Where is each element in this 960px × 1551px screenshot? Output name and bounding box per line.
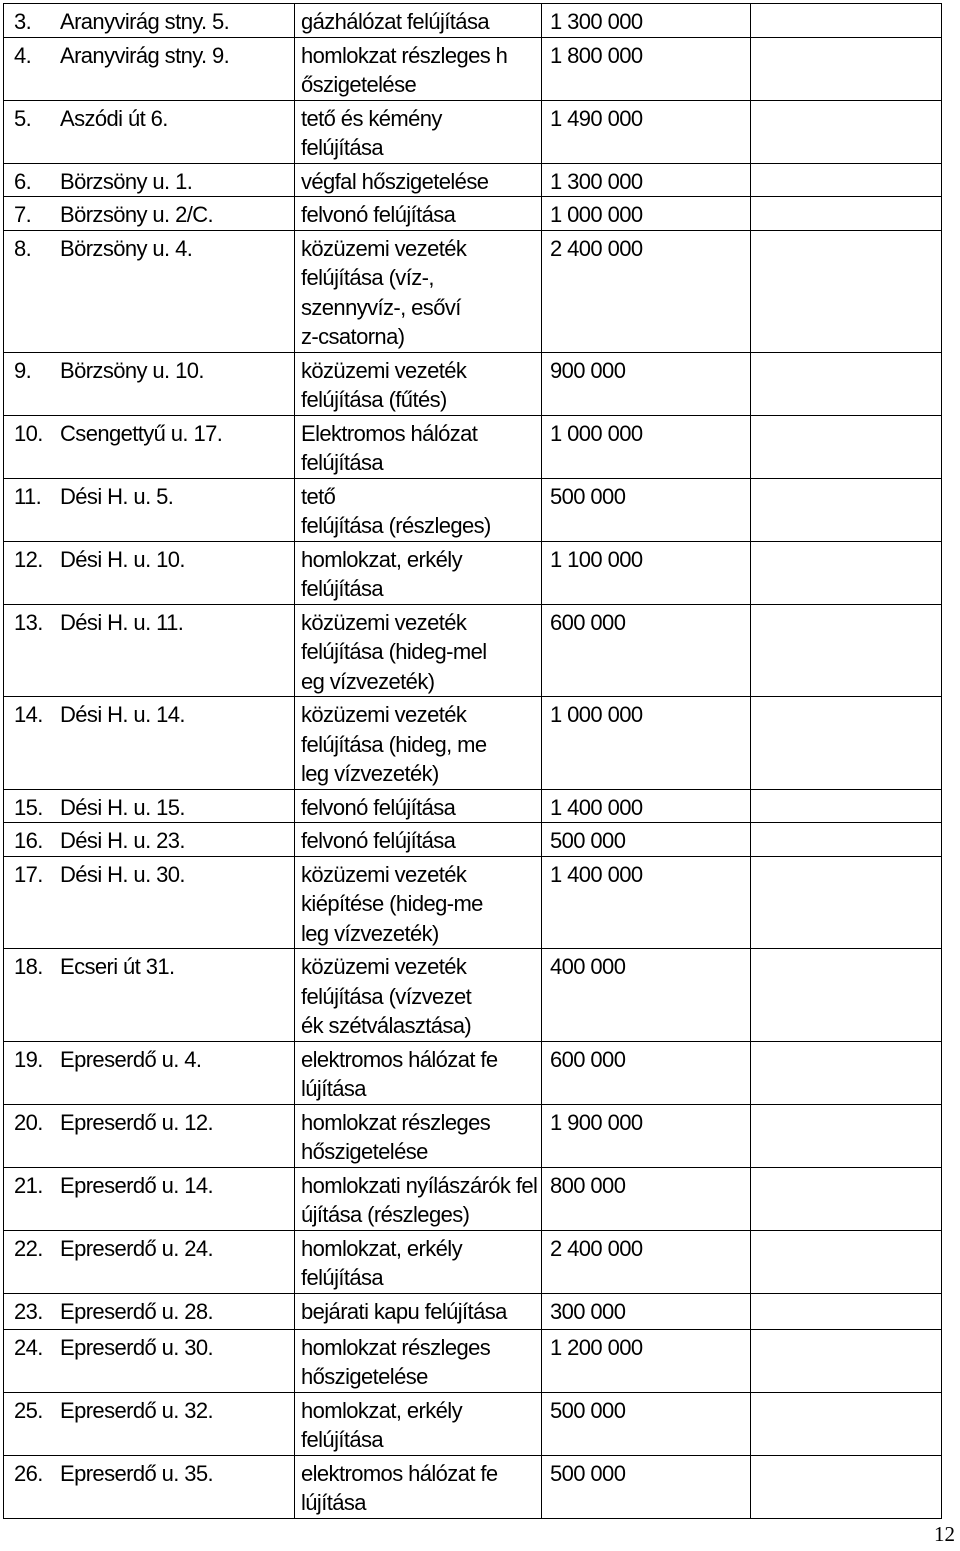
work-cell: közüzemi vezeték felújítása (fűtés)	[295, 352, 542, 415]
amount-cell: 1 800 000	[542, 37, 751, 100]
address-text: Csengettyű u. 17.	[60, 420, 223, 446]
amount-cell: 1 300 000	[542, 4, 751, 38]
table-row	[4, 856, 942, 949]
work-cell: tető és kémény felújítása	[295, 100, 542, 163]
empty-cell	[751, 100, 942, 163]
work-cell: felvonó felújítása	[295, 823, 542, 857]
row-number: 4.	[14, 42, 32, 68]
address-cell	[4, 1293, 295, 1329]
row-number: 16.	[14, 828, 43, 853]
empty-cell	[751, 415, 942, 478]
address-cell	[4, 4, 295, 38]
address-cell	[4, 856, 295, 949]
work-cell: Elektromos hálózat felújítása	[295, 415, 542, 478]
table-row	[4, 1293, 942, 1329]
empty-cell	[751, 604, 942, 697]
address-text: Dési H. u. 5.	[60, 483, 174, 509]
address-cell	[4, 1041, 295, 1104]
amount-cell: 500 000	[542, 478, 751, 541]
work-cell: homlokzat, erkély felújítása	[295, 1392, 542, 1455]
work-cell: közüzemi vezeték felújítása (vízvezet ék szétválasztása)	[295, 949, 542, 1042]
work-cell: közüzemi vezeték felújítása (víz-, szennyvíz-, esőví z-csatorna)	[295, 230, 542, 352]
address-text: Aszódi út 6.	[60, 105, 168, 131]
amount-cell: 1 000 000	[542, 697, 751, 790]
table-row	[4, 1455, 942, 1518]
empty-cell	[751, 1329, 942, 1392]
address-cell	[4, 478, 295, 541]
address-text: Epreserdő u. 12.	[60, 1109, 214, 1135]
table-row	[4, 1167, 942, 1230]
empty-cell	[751, 1230, 942, 1293]
empty-cell	[751, 163, 942, 197]
table-row	[4, 789, 942, 823]
table-row	[4, 478, 942, 541]
address-text: Epreserdő u. 28.	[60, 1298, 214, 1324]
row-number: 6.	[14, 168, 32, 194]
empty-cell	[751, 478, 942, 541]
address-text: Dési H. u. 10.	[60, 546, 185, 572]
address-text: Epreserdő u. 4.	[60, 1046, 202, 1072]
empty-cell	[751, 37, 942, 100]
address-text: Epreserdő u. 32.	[60, 1397, 214, 1423]
row-number: 15.	[14, 794, 43, 820]
address-cell	[4, 230, 295, 352]
address-cell	[4, 1167, 295, 1230]
address-text: Börzsöny u. 10.	[60, 357, 204, 383]
table-row	[4, 1230, 942, 1293]
table-row	[4, 100, 942, 163]
amount-cell: 1 200 000	[542, 1329, 751, 1392]
amount-cell: 1 900 000	[542, 1104, 751, 1167]
work-cell: bejárati kapu felújítása	[295, 1293, 542, 1329]
empty-cell	[751, 1293, 942, 1329]
address-text: Epreserdő u. 30.	[60, 1334, 214, 1360]
address-cell	[4, 37, 295, 100]
table-row	[4, 949, 942, 1042]
address-cell	[4, 1455, 295, 1518]
table-row	[4, 352, 942, 415]
table-row	[4, 697, 942, 790]
table-body	[4, 4, 942, 1519]
empty-cell	[751, 949, 942, 1042]
row-number: 21.	[14, 1172, 43, 1198]
row-number: 17.	[14, 861, 43, 887]
address-cell	[4, 1230, 295, 1293]
work-cell: homlokzat, erkély felújítása	[295, 1230, 542, 1293]
work-cell: elektromos hálózat fe lújítása	[295, 1455, 542, 1518]
address-cell	[4, 1329, 295, 1392]
amount-cell: 800 000	[542, 1167, 751, 1230]
row-number: 14.	[14, 702, 43, 727]
work-cell: homlokzati nyílászárók fel újítása (részleges)	[295, 1167, 542, 1230]
amount-cell: 2 400 000	[542, 1230, 751, 1293]
row-number: 12.	[14, 546, 43, 572]
amount-cell: 300 000	[542, 1293, 751, 1329]
row-number: 26.	[14, 1460, 43, 1486]
row-number: 10.	[14, 420, 43, 446]
address-text: Dési H. u. 14.	[60, 702, 185, 727]
amount-cell: 600 000	[542, 1041, 751, 1104]
address-text: Epreserdő u. 24.	[60, 1235, 214, 1261]
address-cell	[4, 197, 295, 231]
work-cell: felvonó felújítása	[295, 197, 542, 231]
empty-cell	[751, 1455, 942, 1518]
work-cell: közüzemi vezeték felújítása (hideg-mel eg vízvezeték)	[295, 604, 542, 697]
work-cell: közüzemi vezeték felújítása (hideg, me leg vízvezeték)	[295, 697, 542, 790]
row-number: 7.	[14, 202, 32, 227]
renovation-table	[3, 3, 942, 1519]
amount-cell: 500 000	[542, 823, 751, 857]
amount-cell: 1 400 000	[542, 789, 751, 823]
amount-cell: 1 300 000	[542, 163, 751, 197]
table-row	[4, 1392, 942, 1455]
amount-cell: 900 000	[542, 352, 751, 415]
empty-cell	[751, 789, 942, 823]
empty-cell	[751, 697, 942, 790]
address-text: Dési H. u. 23.	[60, 828, 185, 853]
empty-cell	[751, 541, 942, 604]
address-text: Ecseri út 31.	[60, 954, 175, 979]
address-cell	[4, 697, 295, 790]
address-cell	[4, 1392, 295, 1455]
amount-cell: 2 400 000	[542, 230, 751, 352]
empty-cell	[751, 4, 942, 38]
work-cell: felvonó felújítása	[295, 789, 542, 823]
empty-cell	[751, 1041, 942, 1104]
page-number: 12	[934, 1522, 955, 1546]
table-row	[4, 1104, 942, 1167]
address-text: Epreserdő u. 35.	[60, 1460, 214, 1486]
table-row	[4, 1329, 942, 1392]
row-number: 11.	[14, 483, 42, 509]
address-text: Aranyvirág stny. 9.	[60, 42, 230, 68]
empty-cell	[751, 1104, 942, 1167]
table-row	[4, 541, 942, 604]
table-row	[4, 1041, 942, 1104]
empty-cell	[751, 230, 942, 352]
row-number: 25.	[14, 1397, 43, 1423]
empty-cell	[751, 352, 942, 415]
address-text: Börzsöny u. 4.	[60, 235, 193, 261]
row-number: 24.	[14, 1334, 43, 1360]
work-cell: végfal hőszigetelése	[295, 163, 542, 197]
address-text: Dési H. u. 15.	[60, 794, 185, 820]
work-cell: homlokzat, erkély felújítása	[295, 541, 542, 604]
address-text: Börzsöny u. 1.	[60, 168, 193, 194]
address-text: Aranyvirág stny. 5.	[60, 9, 230, 34]
row-number: 22.	[14, 1235, 43, 1261]
address-text: Dési H. u. 30.	[60, 861, 185, 887]
table-row	[4, 604, 942, 697]
row-number: 18.	[14, 954, 43, 979]
work-cell: homlokzat részleges hőszigetelése	[295, 1104, 542, 1167]
empty-cell	[751, 1392, 942, 1455]
table-row	[4, 197, 942, 231]
address-cell	[4, 604, 295, 697]
address-cell	[4, 823, 295, 857]
address-text: Börzsöny u. 2/C.	[60, 202, 214, 227]
empty-cell	[751, 823, 942, 857]
empty-cell	[751, 1167, 942, 1230]
address-cell	[4, 949, 295, 1042]
work-cell: gázhálózat felújítása	[295, 4, 542, 38]
address-cell	[4, 163, 295, 197]
table-row	[4, 415, 942, 478]
amount-cell: 1 000 000	[542, 415, 751, 478]
work-cell: homlokzat részleges h őszigetelése	[295, 37, 542, 100]
amount-cell: 500 000	[542, 1455, 751, 1518]
row-number: 23.	[14, 1298, 43, 1324]
table-row	[4, 230, 942, 352]
table-row	[4, 163, 942, 197]
empty-cell	[751, 197, 942, 231]
amount-cell: 1 400 000	[542, 856, 751, 949]
amount-cell: 1 000 000	[542, 197, 751, 231]
address-cell	[4, 352, 295, 415]
address-cell	[4, 789, 295, 823]
address-cell	[4, 1104, 295, 1167]
address-text: Dési H. u. 11.	[60, 609, 184, 635]
work-cell: tető felújítása (részleges)	[295, 478, 542, 541]
table-row	[4, 37, 942, 100]
empty-cell	[751, 856, 942, 949]
address-text: Epreserdő u. 14.	[60, 1172, 214, 1198]
address-cell	[4, 100, 295, 163]
row-number: 20.	[14, 1109, 43, 1135]
amount-cell: 600 000	[542, 604, 751, 697]
address-cell	[4, 541, 295, 604]
row-number: 3.	[14, 9, 32, 34]
work-cell: elektromos hálózat fe lújítása	[295, 1041, 542, 1104]
row-number: 5.	[14, 105, 32, 131]
row-number: 19.	[14, 1046, 43, 1072]
amount-cell: 1 490 000	[542, 100, 751, 163]
address-cell	[4, 415, 295, 478]
amount-cell: 500 000	[542, 1392, 751, 1455]
work-cell: közüzemi vezeték kiépítése (hideg-me leg vízvezeték)	[295, 856, 542, 949]
amount-cell: 1 100 000	[542, 541, 751, 604]
amount-cell: 400 000	[542, 949, 751, 1042]
row-number: 13.	[14, 609, 43, 635]
row-number: 8.	[14, 235, 32, 261]
table-row	[4, 823, 942, 857]
row-number: 9.	[14, 357, 32, 383]
work-cell: homlokzat részleges hőszigetelése	[295, 1329, 542, 1392]
table-row	[4, 4, 942, 38]
